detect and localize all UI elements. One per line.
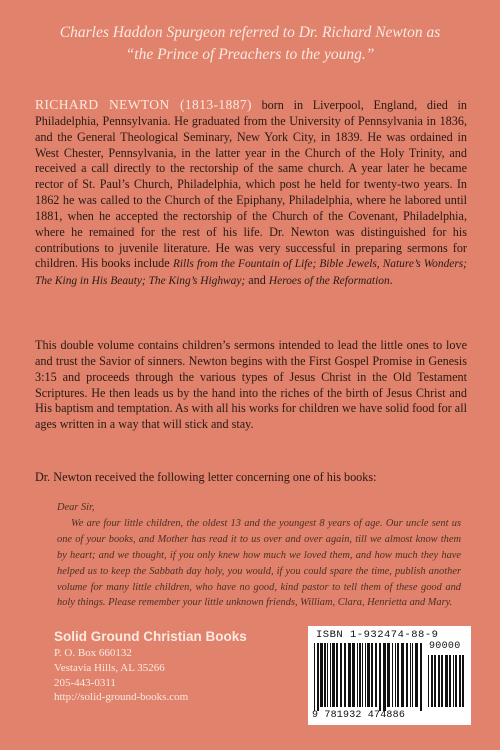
barcode-bar xyxy=(357,643,358,707)
barcode-bar xyxy=(441,655,443,707)
barcode-bar xyxy=(387,643,390,707)
barcode-bar xyxy=(324,643,326,707)
barcode-bar xyxy=(412,643,413,707)
letter-intro: Dr. Newton received the following letter concerning one of his books: xyxy=(35,470,377,484)
bio-end: . xyxy=(389,273,393,288)
barcode-bar xyxy=(317,643,319,711)
barcode-bar xyxy=(428,655,429,707)
barcode-bar xyxy=(320,643,323,707)
isbn-barcode xyxy=(308,626,471,725)
letter-body: We are four little children, the oldest 13 and the youngest 8 years of age. Our uncle sent us one of your books, and Mother has read it to us over and over again, till we almost know them by heart; and we thought, if you only knew how much we loved them, and how much they have helped us to keep the Sabbath day holy, you would, if you could spare the time, publish another volume for many little children, who have no good, kind pastor to tell them of these good and holy things. Please remember your little unknown friends, William, Clara, Henrietta and Mary. xyxy=(57,517,461,609)
addon-digits: 90000 xyxy=(429,641,461,652)
barcode-bar xyxy=(375,643,377,707)
barcode-bar xyxy=(359,643,361,707)
addon-barcode-bars xyxy=(427,655,467,711)
barcode-bar xyxy=(340,643,342,707)
book-description: This double volume contains children’s sermons intended to lead the little ones to love and trust the Savior of sinners. Newton begins with the First Gospel Promise in Genesis 3:15 and proceeds through the various types of Jesus Christ in the Old Testament Scriptures. He then leads us by the hand into the riches of the birth of Jesus Christ and His baptism and temptation. As with all his works for children we have solid food for all ages written in a way that will stick and stay. xyxy=(35,338,467,432)
barcode-bar xyxy=(332,643,335,707)
book-titles: Rills from the Fountain of Life; Bible Jewels, Nature’s Wonders; The King in His Beauty; The King’s Highway; xyxy=(35,258,467,288)
barcode-bar xyxy=(401,643,404,707)
barcode-bar xyxy=(327,643,328,707)
barcode-bar xyxy=(431,655,433,707)
publisher-address-2: Vestavia Hills, AL 35266 xyxy=(54,661,165,674)
barcode-bar xyxy=(379,643,381,711)
barcode-bar xyxy=(406,643,408,707)
author-biography xyxy=(35,97,467,290)
quote-line-2: “the Prince of Preachers to the young.” xyxy=(125,46,375,63)
barcode-bar xyxy=(365,643,366,707)
barcode-bar xyxy=(330,643,331,707)
barcode-bar xyxy=(383,643,386,711)
publisher-info xyxy=(54,628,304,705)
children-letter xyxy=(57,500,461,611)
barcode-bar xyxy=(449,655,451,707)
isbn-text: ISBN 1-932474-88-9 xyxy=(316,629,439,641)
barcode-bar xyxy=(371,643,373,707)
barcode-bar xyxy=(445,655,448,707)
barcode-bar xyxy=(348,643,351,707)
author-name: RICHARD NEWTON (1813-1887) xyxy=(35,97,252,112)
barcode-bar xyxy=(453,655,454,707)
publisher-url: http://solid-ground-books.com xyxy=(54,691,189,704)
barcode-bar xyxy=(397,643,399,707)
barcode-bar xyxy=(362,643,363,707)
publisher-address-1: P. O. Box 660132 xyxy=(54,647,132,659)
barcode-bar xyxy=(392,643,393,707)
publisher-name: Solid Ground Christian Books xyxy=(54,629,247,644)
barcode-bar xyxy=(314,643,315,711)
barcode-bar xyxy=(410,643,411,707)
barcode-bar xyxy=(344,643,346,707)
barcode-bar xyxy=(352,643,355,707)
bio-and: and xyxy=(245,273,269,288)
letter-salutation: Dear Sir, xyxy=(57,502,95,513)
bio-text: born in Liverpool, England, died in Philadelphia, Pennsylvania. He graduated from the University of Pennsylvania in 1836, and the General Theological Seminary, New York City, in 1839. He was ordained in West Chester, Pennsylvania, in the latter year in the Church of the Holy Trinity, and received a call directly to the rectorship of the same church. A year later he became rector of St. Paul’s Church, Philadelphia, which post he held for twenty-two years. In 1862 he was called to the Church of the Epiphany, Philadelphia, where he labored until 1881, when he accepted the rectorship of the Church of the Covenant, Philadelphia, where he remained for the rest of his life. Dr. Newton was distinguished for his contributions to juvenile literature. He was very successful in preparing sermons for children. His books include xyxy=(35,98,467,271)
quote-line-1: Charles Haddon Spurgeon referred to Dr. Richard Newton as xyxy=(59,24,441,41)
barcode-bar xyxy=(462,655,464,707)
barcode-bar xyxy=(395,643,396,707)
spurgeon-quote xyxy=(30,22,470,66)
last-book-title: Heroes of the Reformation xyxy=(268,275,390,288)
barcode-bar xyxy=(420,643,422,711)
barcode-bar xyxy=(336,643,338,707)
barcode-bar xyxy=(367,643,370,707)
ean-digits: 9 781932 474886 xyxy=(312,710,406,721)
publisher-phone: 205-443-0311 xyxy=(54,676,116,689)
barcode-bar xyxy=(455,655,457,707)
ean-barcode-bars xyxy=(313,643,425,711)
barcode-bar xyxy=(415,643,418,707)
barcode-bar xyxy=(434,655,436,707)
barcode-bar xyxy=(438,655,440,707)
barcode-bar xyxy=(459,655,461,707)
